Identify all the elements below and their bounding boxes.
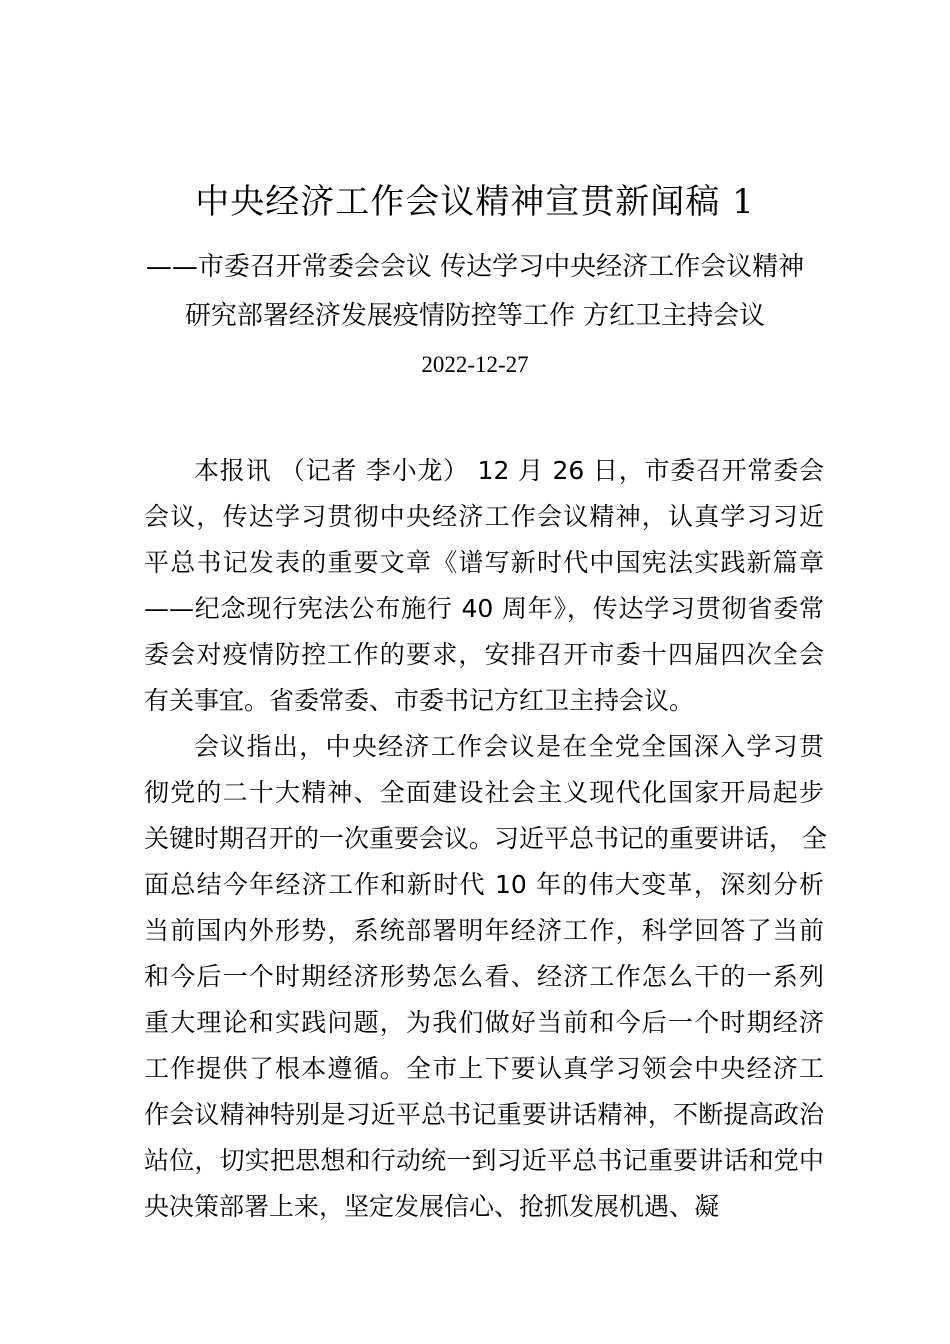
publish-date: 2022-12-27 xyxy=(421,352,529,377)
body-line: 有关事宜。省委常委、市委书记方红卫主持会议。 xyxy=(144,686,695,715)
body-line: 面总结今年经济工作和新时代 10 年的伟大变革，深刻分析 xyxy=(144,870,824,899)
body-line: 彻党的二十大精神、全面建设社会主义现代化国家开局起步 xyxy=(144,778,824,807)
body-line: 站位，切实把思想和行动统一到习近平总书记重要讲话和党中 xyxy=(144,1146,824,1175)
body-line: 央决策部署上来，坚定发展信心、抢抓发展机遇、凝 xyxy=(144,1192,720,1221)
body-line: 委会对疫情防控工作的要求，安排召开市委十四届四次全会 xyxy=(144,640,824,669)
body-line: 工作提供了根本遵循。全市上下要认真学习领会中央经济工 xyxy=(144,1054,824,1083)
body-line: 平总书记发表的重要文章《谱写新时代中国宪法实践新篇章 xyxy=(144,548,824,577)
article-body xyxy=(144,448,827,1230)
body-line: 重大理论和实践问题，为我们做好当前和今后一个时期经济 xyxy=(144,1008,824,1037)
body-line: 会议，传达学习贯彻中央经济工作会议精神，认真学习习近 xyxy=(144,502,824,531)
body-line: 会议指出，中央经济工作会议是在全党全国深入学习贯 xyxy=(194,732,824,761)
body-line: 作会议精神特别是习近平总书记重要讲话精神，不断提高政治 xyxy=(144,1100,824,1129)
body-line: 本报讯 （记者 李小龙） 12 月 26 日，市委召开常委会 xyxy=(194,456,824,485)
subtitle-line-2: 研究部署经济发展疫情防控等工作 方红卫主持会议 xyxy=(184,301,766,331)
body-line: ——纪念现行宪法公布施行 40 周年》，传达学习贯彻省委常 xyxy=(144,594,824,623)
subtitle-line-1: ——市委召开常委会会议 传达学习中央经济工作会议精神 xyxy=(145,252,805,282)
document-title: 中央经济工作会议精神宣贯新闻稿 1 xyxy=(195,182,755,222)
body-line: 关键时期召开的一次重要会议。习近平总书记的重要讲话， 全 xyxy=(144,824,827,853)
body-line: 当前国内外形势，系统部署明年经济工作，科学回答了当前 xyxy=(144,916,824,945)
body-line: 和今后一个时期经济形势怎么看、经济工作怎么干的一系列 xyxy=(144,962,824,991)
